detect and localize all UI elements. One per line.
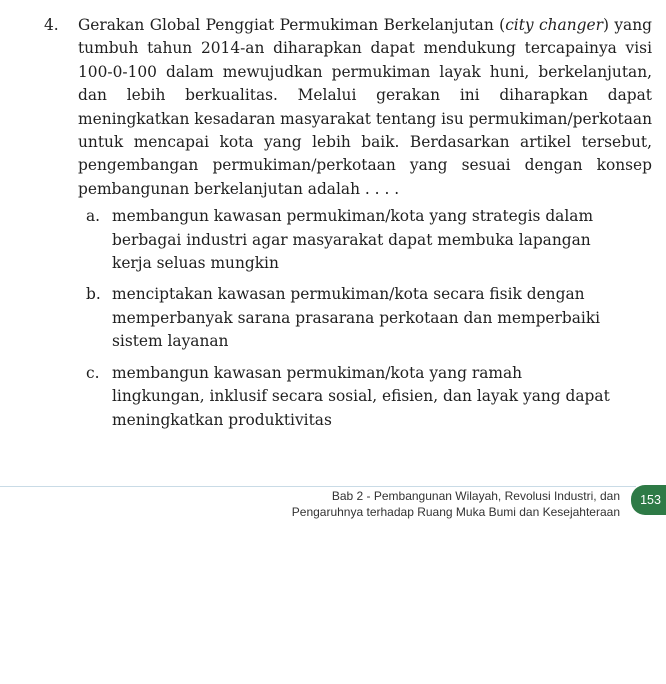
chapter-footer xyxy=(292,489,620,520)
option-text: menciptakan kawasan permukiman/kota secara fisik dengan memperbanyak sarana prasarana perkotaan dan memperbaiki sistem layanan xyxy=(112,285,601,351)
page-number-badge: 153 xyxy=(631,485,666,515)
stem-text-start: Gerakan Global Penggiat Permukiman Berkelanjutan ( xyxy=(78,16,506,34)
option-letter: a. xyxy=(86,207,101,226)
question-stem xyxy=(78,14,652,201)
option-b[interactable] xyxy=(78,283,612,353)
footer-line-2: Pengaruhnya terhadap Ruang Muka Bumi dan Kesejahteraan xyxy=(291,504,620,519)
question-number: 4. xyxy=(44,16,59,34)
option-letter: c. xyxy=(86,363,100,382)
footer-divider xyxy=(0,486,636,487)
option-text: membangun kawasan permukiman/kota yang strategis dalam berbagai industri agar masyarakat dapat membuka lapangan kerja seluas mungkin xyxy=(112,207,594,273)
answer-options xyxy=(78,205,652,432)
option-text: membangun kawasan permukiman/kota yang ramah lingkungan, inklusif secara sosial, efisien, dan layak yang dapat meningkatkan produktivitas xyxy=(112,363,610,429)
option-letter: b. xyxy=(86,285,101,304)
stem-italic-term: city changer xyxy=(505,16,603,34)
option-c[interactable] xyxy=(78,362,612,432)
footer-line-1: Bab 2 - Pembangunan Wilayah, Revolusi Industri, dan xyxy=(331,489,620,503)
option-a[interactable] xyxy=(78,205,612,275)
stem-text-rest: ) yang tumbuh tahun 2014-an diharapkan dapat mendukung tercapainya visi 100-0-100 dalam mewujudkan permukiman layak huni, berkelanjutan, dan lebih berkualitas. Melalui gerakan ini diharapkan dapat meningkatkan kesadaran masyarakat tentang isu permukiman/perkotaan untuk mencapai kota yang lebih baik. Berdasarkan artikel tersebut, pengembangan permukiman/perkotaan yang sesuai dengan konsep pembangunan berkelanjutan adalah . . . . xyxy=(78,16,652,198)
question-4 xyxy=(44,14,652,440)
